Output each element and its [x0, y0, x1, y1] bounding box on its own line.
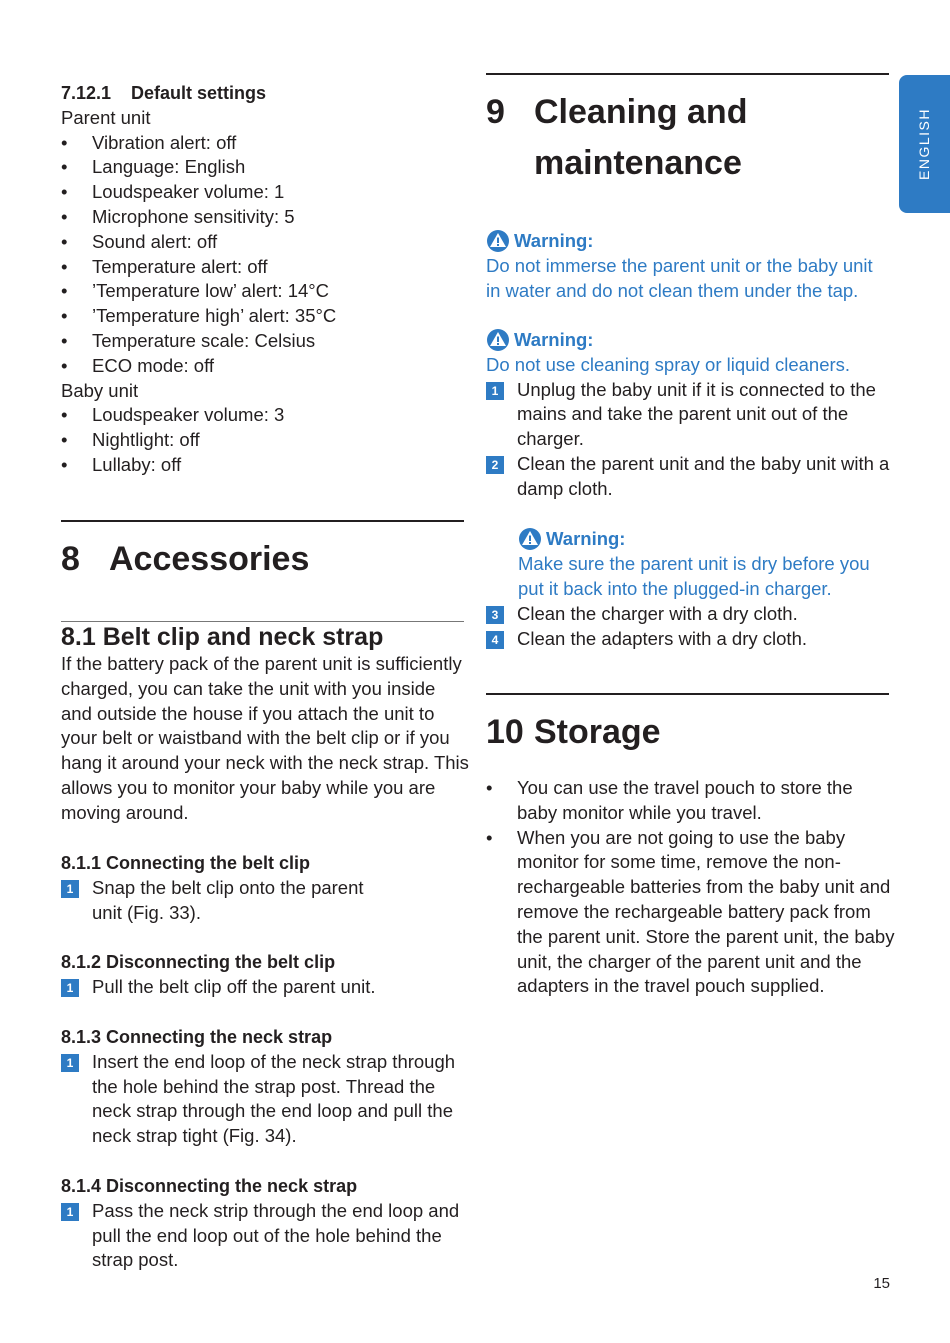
cleaning-steps-continued — [486, 602, 889, 652]
cleaning-heading: 9 Cleaning and maintenance — [486, 93, 748, 182]
disconnecting-neck-strap-section — [61, 1174, 471, 1273]
storage-list — [486, 776, 896, 999]
default-settings-heading: 7.12.1 Default settings — [61, 83, 267, 103]
step-item: 1 Pass the neck strip through the end loop and pull the end loop out of the hole behind the strap post. — [61, 1199, 471, 1273]
section-divider — [486, 73, 889, 75]
belt-clip-heading: 8.1 Belt clip and neck strap — [61, 623, 384, 651]
subsection-title: 8.1.2 Disconnecting the belt clip — [61, 952, 336, 972]
subsection-title: 8.1.3 Connecting the neck strap — [61, 1027, 333, 1047]
list-item: • When you are not going to use the baby monitor for some time, remove the non- rechargeable batteries from the baby unit and remove the rechargeable battery pack from the parent unit. Store the parent unit, the baby unit, the charger of the parent unit and the adapters in the travel pouch supplied. — [486, 826, 896, 1000]
step-number-badge: 2 — [486, 456, 504, 474]
section-divider — [61, 520, 464, 522]
step-number-badge: 3 — [486, 606, 504, 624]
parent-unit-list — [61, 131, 464, 379]
warning-label: Warning: — [514, 230, 594, 251]
accessories-heading: 8 Accessories — [61, 540, 310, 578]
baby-unit-list — [61, 403, 464, 477]
step-item: 1 Pull the belt clip off the parent unit. — [61, 975, 464, 1000]
subsection-title: 8.1.4 Disconnecting the neck strap — [61, 1176, 358, 1196]
step-number-badge: 1 — [61, 1203, 79, 1221]
step-number-badge: 1 — [486, 382, 504, 400]
step-item: 3 Clean the charger with a dry cloth. — [486, 602, 889, 627]
warning-block-1: Warning: Do not immerse the parent unit or the baby unit in water and do not clean them under the tap. — [486, 230, 873, 301]
list-item: • Vibration alert: off — [61, 131, 464, 156]
baby-unit-label: Baby unit — [61, 379, 139, 401]
list-item: • Sound alert: off — [61, 230, 464, 255]
warning-icon — [486, 229, 510, 253]
list-item: • Microphone sensitivity: 5 — [61, 205, 464, 230]
step-item: 1 Unplug the baby unit if it is connected to the mains and take the parent unit out of the charger. — [486, 378, 896, 452]
warning-label: Warning: — [546, 528, 626, 549]
step-item: 1 Snap the belt clip onto the parent unit (Fig. 33). — [61, 876, 464, 926]
page-number: 15 — [873, 1275, 890, 1292]
list-item: • Loudspeaker volume: 3 — [61, 403, 464, 428]
disconnecting-belt-clip-section — [61, 950, 464, 1000]
step-number-badge: 1 — [61, 1054, 79, 1072]
language-tab — [899, 75, 950, 213]
warning-icon — [518, 527, 542, 551]
step-number-badge: 1 — [61, 979, 79, 997]
connecting-neck-strap-section — [61, 1025, 471, 1149]
warning-label: Warning: — [514, 329, 594, 350]
list-item: • Temperature scale: Celsius — [61, 329, 464, 354]
list-item: • Temperature alert: off — [61, 255, 464, 280]
list-item: • Nightlight: off — [61, 428, 464, 453]
list-item: • Lullaby: off — [61, 453, 464, 478]
list-item: • ’Temperature low’ alert: 14°C — [61, 279, 464, 304]
warning-icon — [486, 328, 510, 352]
step-number-badge: 1 — [61, 880, 79, 898]
default-settings-section — [61, 81, 464, 478]
list-item: • You can use the travel pouch to store the baby monitor while you travel. — [486, 776, 896, 826]
connecting-belt-clip-section — [61, 851, 464, 925]
step-item: 1 Insert the end loop of the neck strap through the hole behind the strap post. Thread the neck strap through the end loop and pull the neck strap tight (Fig. 34). — [61, 1050, 471, 1149]
language-label: ENGLISH — [916, 108, 932, 180]
parent-unit-label: Parent unit — [61, 106, 151, 128]
list-item: • Language: English — [61, 155, 464, 180]
section-divider — [486, 693, 889, 695]
step-item: 4 Clean the adapters with a dry cloth. — [486, 627, 889, 652]
warning-block-2: Warning: Do not use cleaning spray or liquid cleaners. 1 Unplug the baby unit if it is connected to the mains and take the parent unit out of the charger. 2 Clean the parent unit and the baby unit with a damp cloth. — [486, 328, 896, 502]
warning-block-3: Warning: Make sure the parent unit is dry before you put it back into the plugged-in charger. — [518, 528, 870, 599]
list-item: • ECO mode: off — [61, 354, 464, 379]
step-item: 2 Clean the parent unit and the baby unit with a damp cloth. — [486, 452, 896, 502]
subsection-title: 8.1.1 Connecting the belt clip — [61, 853, 311, 873]
storage-heading: 10 Storage — [486, 713, 661, 751]
list-item: • ’Temperature high’ alert: 35°C — [61, 304, 464, 329]
belt-clip-intro: If the battery pack of the parent unit is sufficiently charged, you can take the unit with you inside and outside the house if you attach the unit to your belt or waistband with the belt clip or if you hang it around your neck with the neck strap. This allows you to monitor your baby while you are moving around. — [61, 653, 469, 823]
step-number-badge: 4 — [486, 631, 504, 649]
list-item: • Loudspeaker volume: 1 — [61, 180, 464, 205]
